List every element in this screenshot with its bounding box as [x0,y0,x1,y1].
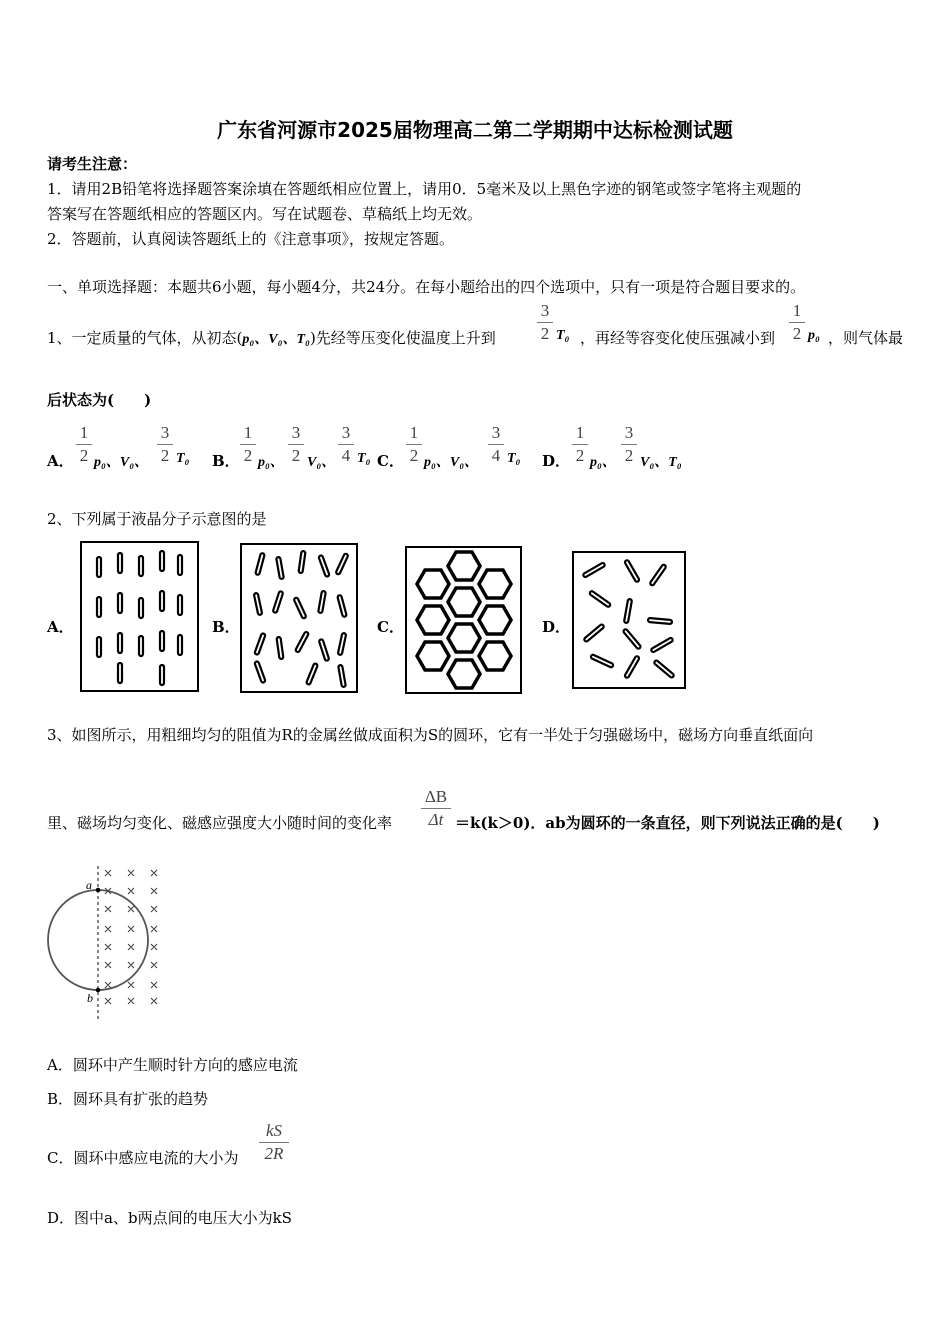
q1-b-text3: T₀ [357,451,371,466]
q1-part-a: 1、一定质量的气体，从初态( [47,329,243,347]
q2-figure-b [240,543,358,693]
q1-d-frac2: 3 2 [621,423,637,466]
q2-figure-d [572,551,686,689]
q3-option-c-fraction: kS 2R [259,1121,289,1164]
q1-b-frac2: 3 2 [288,423,304,466]
q1-d-frac1: 1 2 [572,423,588,466]
q1-b-text2: V₀、 [307,455,336,470]
q1-a-frac1: 1 2 [76,423,92,466]
q3-option-c[interactable]: C．圆环中感应电流的大小为 [47,1149,239,1167]
q1-p0: p₀ [808,328,820,343]
q1-option-b-label[interactable]: B． [212,452,240,470]
q2-option-c-label[interactable]: C． [377,618,404,636]
q1-t0: T₀ [556,328,570,343]
q3-option-b[interactable]: B．圆环具有扩张的趋势 [47,1090,209,1108]
section-heading: 一、单项选择题：本题共6小题，每小题4分，共24分。在每小题给出的四个选项中，只有一项是符合题目要求的。 [47,278,806,296]
q1-a-frac2: 3 2 [157,423,173,466]
q3-stem-line2b: ＝k(k＞0)．ab为圆环的一条直径，则下列说法正确的是( ) [455,814,880,832]
q3-label-b: b [87,991,93,1005]
q1-c-text1: p₀、V₀、 [424,455,479,470]
q3-option-a[interactable]: A．圆环中产生顺时针方向的感应电流 [47,1056,298,1074]
notice-item-1a: 1．请用2B铅笔将选择题答案涂填在答题纸相应位置上，请用0．5毫米及以上黑色字迹的钢笔或签字笔将主观题的 [47,180,802,198]
q2-figure-a [80,541,199,692]
notice-item-1b: 答案写在答题纸相应的答题区内。写在试题卷、草稿纸上均无效。 [47,205,483,223]
q1-b-frac1: 1 2 [240,423,256,466]
page-title: 广东省河源市2025届物理高二第二学期期中达标检测试题 [217,118,733,142]
q1-stem-line2: 后状态为( ) [47,391,152,409]
q1-option-a-label[interactable]: A． [47,452,74,470]
q3-option-d[interactable]: D．图中a、b两点间的电压大小为kS [47,1209,292,1227]
q1-option-c-label[interactable]: C． [377,452,404,470]
q2-option-d-label[interactable]: D． [542,618,571,636]
q1-c-frac2: 3 4 [488,423,504,466]
q1-a-text1: p₀、V₀、 [94,455,149,470]
notice-item-2: 2．答题前，认真阅读答题纸上的《注意事项》，按规定答题。 [47,230,455,248]
q1-frac-3-2: 3 2 [537,301,553,344]
q3-stem-line1: 3、如图所示，用粗细均匀的阻值为R的金属丝做成面积为S的圆环，它有一半处于匀强磁场中，磁场方向垂直纸面向 [47,726,814,744]
q1-c-text2: T₀ [507,451,521,466]
q3-rate-fraction: ΔB Δt [421,787,451,830]
q1-option-d-label[interactable]: D． [542,452,571,470]
q1-d-text2: V₀、T₀ [640,455,682,470]
q1-b-frac3: 3 4 [338,423,354,466]
q1-frac-1-2: 1 2 [789,301,805,344]
q1-state: p₀、V₀、T₀ [242,332,310,347]
q2-option-a-label[interactable]: A． [47,618,74,636]
q1-d-text1: p₀、 [590,455,616,470]
notice-header: 请考生注意： [47,155,138,173]
q1-b-text1: p₀、 [258,455,284,470]
q2-figure-c [405,546,522,694]
q1-part-d: ，则气体最 [828,329,904,347]
q1-a-text2: T₀ [176,451,190,466]
q2-option-b-label[interactable]: B． [212,618,240,636]
q3-label-a: a [86,878,92,892]
q3-figure [45,864,170,1024]
q1-stem [47,327,496,348]
q3-stem-line2a: 里、磁场均匀变化、磁感应强度大小随时间的变化率 [47,814,393,832]
q1-part-b: )先经等压变化使温度上升到 [309,329,496,347]
q3-field-crosses [105,870,157,1004]
q2-stem: 2、下列属于液晶分子示意图的是 [47,510,267,528]
q1-c-frac1: 1 2 [406,423,422,466]
q1-part-c: ，再经等容变化使压强减小到 [580,329,776,347]
